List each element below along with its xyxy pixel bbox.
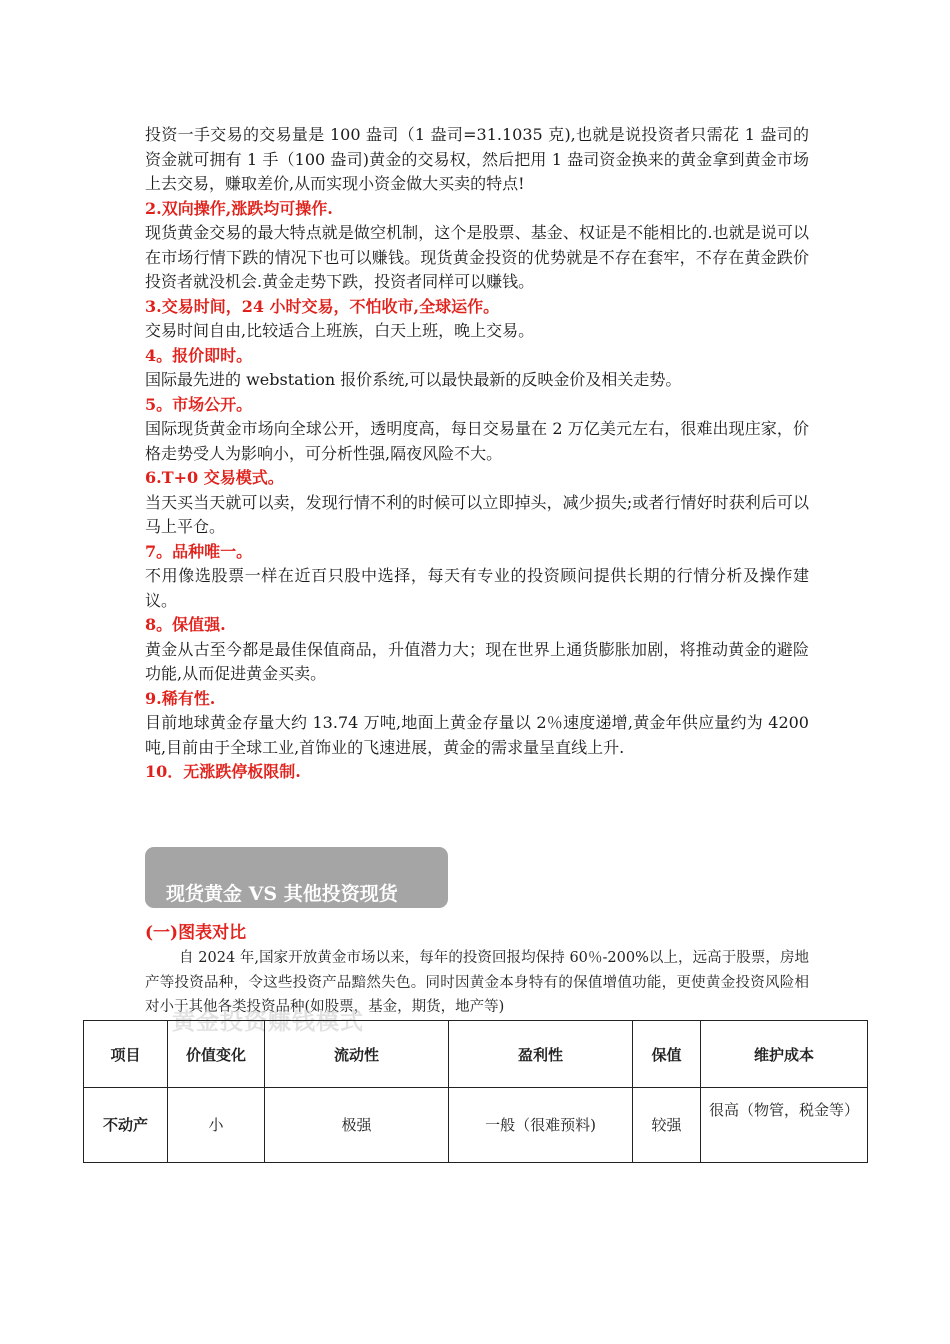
document-body xyxy=(145,123,809,785)
paragraph-leverage: 投资一手交易的交易量是 100 盎司（1 盎司=31.1035 克),也就是说投资者只需花 1 盎司的资金就可拥有 1 手（100 盎司)黄金的交易权，然后把用 1 盎司资金换来的黄金拿到黄金市场上去交易，赚取差价,从而实现小资金做大买卖的特点! xyxy=(145,125,809,193)
paragraph-trading-hours: 交易时间自由,比较适合上班族，白天上班，晚上交易。 xyxy=(145,321,535,340)
paragraph-single-product: 不用像选股票一样在近百只股中选择，每天有专业的投资顾问提供长期的行情分析及操作建议。 xyxy=(145,566,809,610)
section-subtitle: (一)图表对比 xyxy=(145,923,247,943)
cell-preservation: 较强 xyxy=(633,1088,701,1163)
comparison-intro xyxy=(145,946,809,1020)
heading-value-preservation: 8。保值强. xyxy=(145,615,226,634)
heading-two-way: 2.双向操作,涨跌均可操作. xyxy=(145,198,333,218)
cell-maintenance-cost: 很高（物管，税金等） xyxy=(701,1088,868,1163)
paragraph-t0: 当天买当天就可以卖，发现行情不利的时候可以立即掉头，减少损失;或者行情好时获利后可以马上平仓。 xyxy=(145,492,809,536)
heading-scarcity: 9.稀有性. xyxy=(145,688,216,708)
header-maintenance-cost: 维护成本 xyxy=(701,1021,868,1088)
heading-open-market: 5。市场公开。 xyxy=(145,394,253,414)
table-row xyxy=(84,1088,868,1163)
heading-no-limit: 10．无涨跌停板限制. xyxy=(145,762,301,781)
heading-quotes: 4。报价即时。 xyxy=(145,345,253,365)
header-liquidity: 流动性 xyxy=(265,1021,449,1088)
comparison-table xyxy=(83,1020,868,1163)
banner-title: 现货黄金 VS 其他投资现货 xyxy=(166,883,398,905)
heading-single-product: 7。品种唯一。 xyxy=(145,541,253,561)
table-header-row xyxy=(84,1021,868,1088)
paragraph-open-market: 国际现货黄金市场向全球公开，透明度高，每日交易量在 2 万亿美元左右，很难出现庄家，价格走势受人为影响小，可分析性强,隔夜风险不大。 xyxy=(145,419,809,463)
cell-profitability: 一般（很难预料) xyxy=(449,1088,633,1163)
header-item: 项目 xyxy=(84,1021,168,1088)
header-preservation: 保值 xyxy=(633,1021,701,1088)
paragraph-value-preservation: 黄金从古至今都是最佳保值商品，升值潜力大；现在世界上通货膨胀加剧，将推动黄金的避险功能,从而促进黄金买卖。 xyxy=(145,639,809,683)
ghost-overlay-text: 黄金投资赚钱模式 xyxy=(172,1008,364,1035)
cell-liquidity: 极强 xyxy=(265,1088,449,1163)
paragraph-quotes: 国际最先进的 webstation 报价系统,可以最快最新的反映金价及相关走势。 xyxy=(145,370,682,389)
section-banner xyxy=(145,847,448,908)
header-profitability: 盈利性 xyxy=(449,1021,633,1088)
heading-trading-hours: 3.交易时间，24 小时交易，不怕收市,全球运作。 xyxy=(145,296,500,316)
paragraph-two-way: 现货黄金交易的最大特点就是做空机制，这个是股票、基金、权证是不能相比的.也就是说可以在市场行情下跌的情况下也可以赚钱。现货黄金投资的优势就是不存在套牢，不存在黄金跌价投资者就没机会.黄金走势下跌，投资者同样可以赚钱。 xyxy=(145,223,809,291)
paragraph-scarcity: 目前地球黄金存量大约 13.74 万吨,地面上黄金存量以 2％速度递增,黄金年供应量约为 4200 吨,目前由于全球工业,首饰业的飞速进展，黄金的需求量呈直线上升. xyxy=(145,713,809,757)
cell-value-change: 小 xyxy=(168,1088,265,1163)
cell-item: 不动产 xyxy=(84,1088,168,1163)
comparison-intro-text: 自 2024 年,国家开放黄金市场以来，每年的投资回报均保持 60％-200%以上，远高于股票，房地产等投资品种，令这些投资产品黯然失色。同时因黄金本身特有的保值增值功能，更使黄金投资风险相对小于其他各类投资品种(如股票，基金，期货，地产等) xyxy=(145,950,809,1015)
heading-t0: 6.T+0 交易模式。 xyxy=(145,468,284,487)
header-value-change: 价值变化 xyxy=(168,1021,265,1088)
